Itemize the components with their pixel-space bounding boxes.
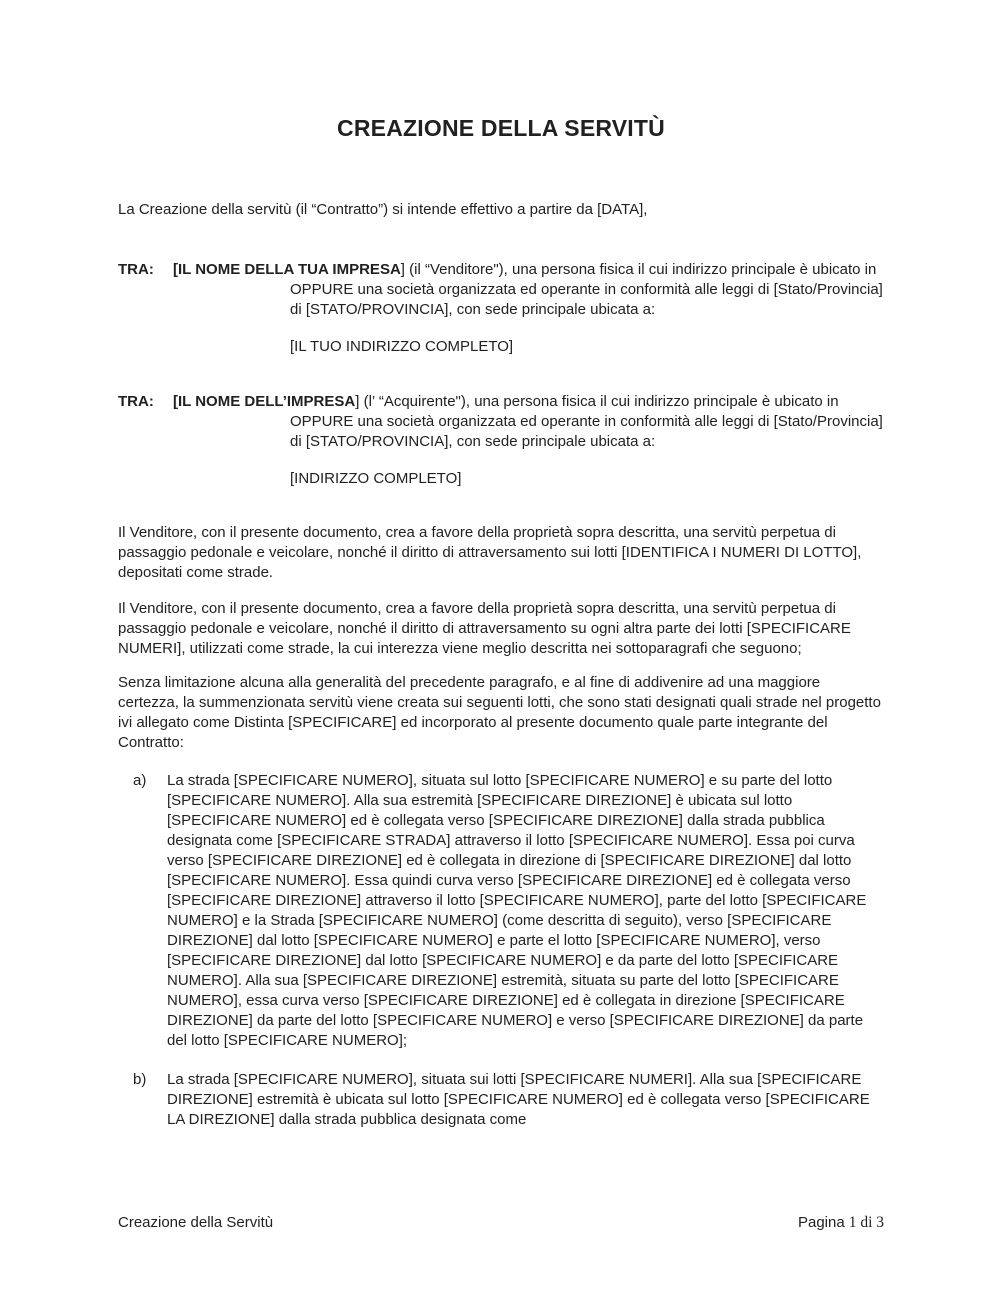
party-address: [IL TUO INDIRIZZO COMPLETO] xyxy=(290,338,514,355)
party-details xyxy=(173,260,892,320)
list-item xyxy=(118,1070,884,1130)
party-details xyxy=(173,392,892,452)
party-description: ] (l’ “Acquirente"), una persona fisica il cui indirizzo principale è ubicato in OPPURE una società organizzata ed operante in conformità alle leggi di [Stato/Provincia] di [STATO/PROVINCIA], con sede principale ubicata a: xyxy=(290,393,892,450)
party-label: TRA: xyxy=(118,261,154,278)
list-marker: a) xyxy=(133,772,147,789)
list-item xyxy=(118,771,884,1051)
footer-doc-title: Creazione della Servitù xyxy=(118,1214,274,1231)
list-marker: b) xyxy=(133,1071,147,1088)
body-paragraph: Il Venditore, con il presente documento, crea a favore della proprietà sopra descritta, una servitù perpetua di passaggio pedonale e veicolare, nonché il diritto di attraversamento sui lotti [IDENTIFICA I NUMERI DI LOTTO], depositati come strade. xyxy=(118,524,866,581)
list-item-text: La strada [SPECIFICARE NUMERO], situata sui lotti [SPECIFICARE NUMERI]. Alla sua [SPECIFICARE DIREZIONE] estremità è ubicata sul lotto [SPECIFICARE NUMERO] ed è collegata verso [SPECIFICARE LA DIREZIONE] dalla strada pubblica designata come xyxy=(167,1071,874,1128)
party-block-buyer xyxy=(118,392,892,489)
body-paragraph: Senza limitazione alcuna alla generalità del precedente paragrafo, e al fine di addivenire ad una maggiore certezza, la summenzionata servitù viene creata sui seguenti lotti, che sono stati designati quali strade nel progetto ivi allegato come Distinta [SPECIFICARE] ed incorporato al presente documento quale parte integrante del Contratto: xyxy=(118,674,886,751)
party-block-seller xyxy=(118,260,892,357)
list-item-text: La strada [SPECIFICARE NUMERO], situata sul lotto [SPECIFICARE NUMERO] e su parte del lotto [SPECIFICARE NUMERO]. Alla sua estremità [SPECIFICARE DIREZIONE] è ubicata sul lotto [SPECIFICARE NUMERO] ed è collegata verso [SPECIFICARE DIREZIONE] dalla strada pubblica designata come [SPECIFICARE STRADA] attraverso il lotto [SPECIFICARE NUMERO]. Essa poi curva verso [SPECIFICARE DIREZIONE] ed è collegata in direzione di [SPECIFICARE DIREZIONE] dal lotto [SPECIFICARE NUMERO]. Essa quindi curva verso [SPECIFICARE DIREZIONE] ed è collegata verso [SPECIFICARE DIREZIONE] attraverso il lotto [SPECIFICARE NUMERO], parte del lotto [SPECIFICARE NUMERO] e la Strada [SPECIFICARE NUMERO] (come descritta di seguito), verso [SPECIFICARE DIREZIONE] dal lotto [SPECIFICARE NUMERO] e parte el lotto [SPECIFICARE NUMERO], verso [SPECIFICARE DIREZIONE] dal lotto [SPECIFICARE NUMERO] e da parte del lotto [SPECIFICARE NUMERO]. Alla sua [SPECIFICARE DIREZIONE] estremità, situata su parte del lotto [SPECIFICARE NUMERO], essa curva verso [SPECIFICARE DIREZIONE] ed è collegata in direzione [SPECIFICARE DIREZIONE] da parte del lotto [SPECIFICARE NUMERO] e verso [SPECIFICARE DIREZIONE] da parte del lotto [SPECIFICARE NUMERO]; xyxy=(167,772,871,1049)
footer-page-value: 1 di 3 xyxy=(848,1214,884,1231)
party-label: TRA: xyxy=(118,393,154,410)
party-address: [INDIRIZZO COMPLETO] xyxy=(290,470,462,487)
page-footer xyxy=(118,1213,884,1233)
party-name: [IL NOME DELLA TUA IMPRESA xyxy=(173,261,401,278)
footer-page-label: Pagina xyxy=(797,1214,845,1231)
footer-page-number xyxy=(798,1213,884,1233)
body-paragraph: Il Venditore, con il presente documento, crea a favore della proprietà sopra descritta, una servitù perpetua di passaggio pedonale e veicolare, nonché il diritto di attraversamento su ogni altra parte dei lotti [SPECIFICARE NUMERI], utilizzati come strade, la cui interezza viene meglio descritta nei sottoparagrafi che seguono; xyxy=(118,600,856,657)
intro-paragraph: La Creazione della servitù (il “Contratto”) si intende effettivo a partire da [DATA], xyxy=(118,201,648,218)
party-description: ] (il “Venditore"), una persona fisica il cui indirizzo principale è ubicato in OPPURE una società organizzata ed operante in conformità alle leggi di [Stato/Provincia] di [STATO/PROVINCIA], con sede principale ubicata a: xyxy=(290,261,892,318)
page-title: CREAZIONE DELLA SERVITÙ xyxy=(337,115,665,141)
party-name: [IL NOME DELL’IMPRESA xyxy=(173,393,356,410)
